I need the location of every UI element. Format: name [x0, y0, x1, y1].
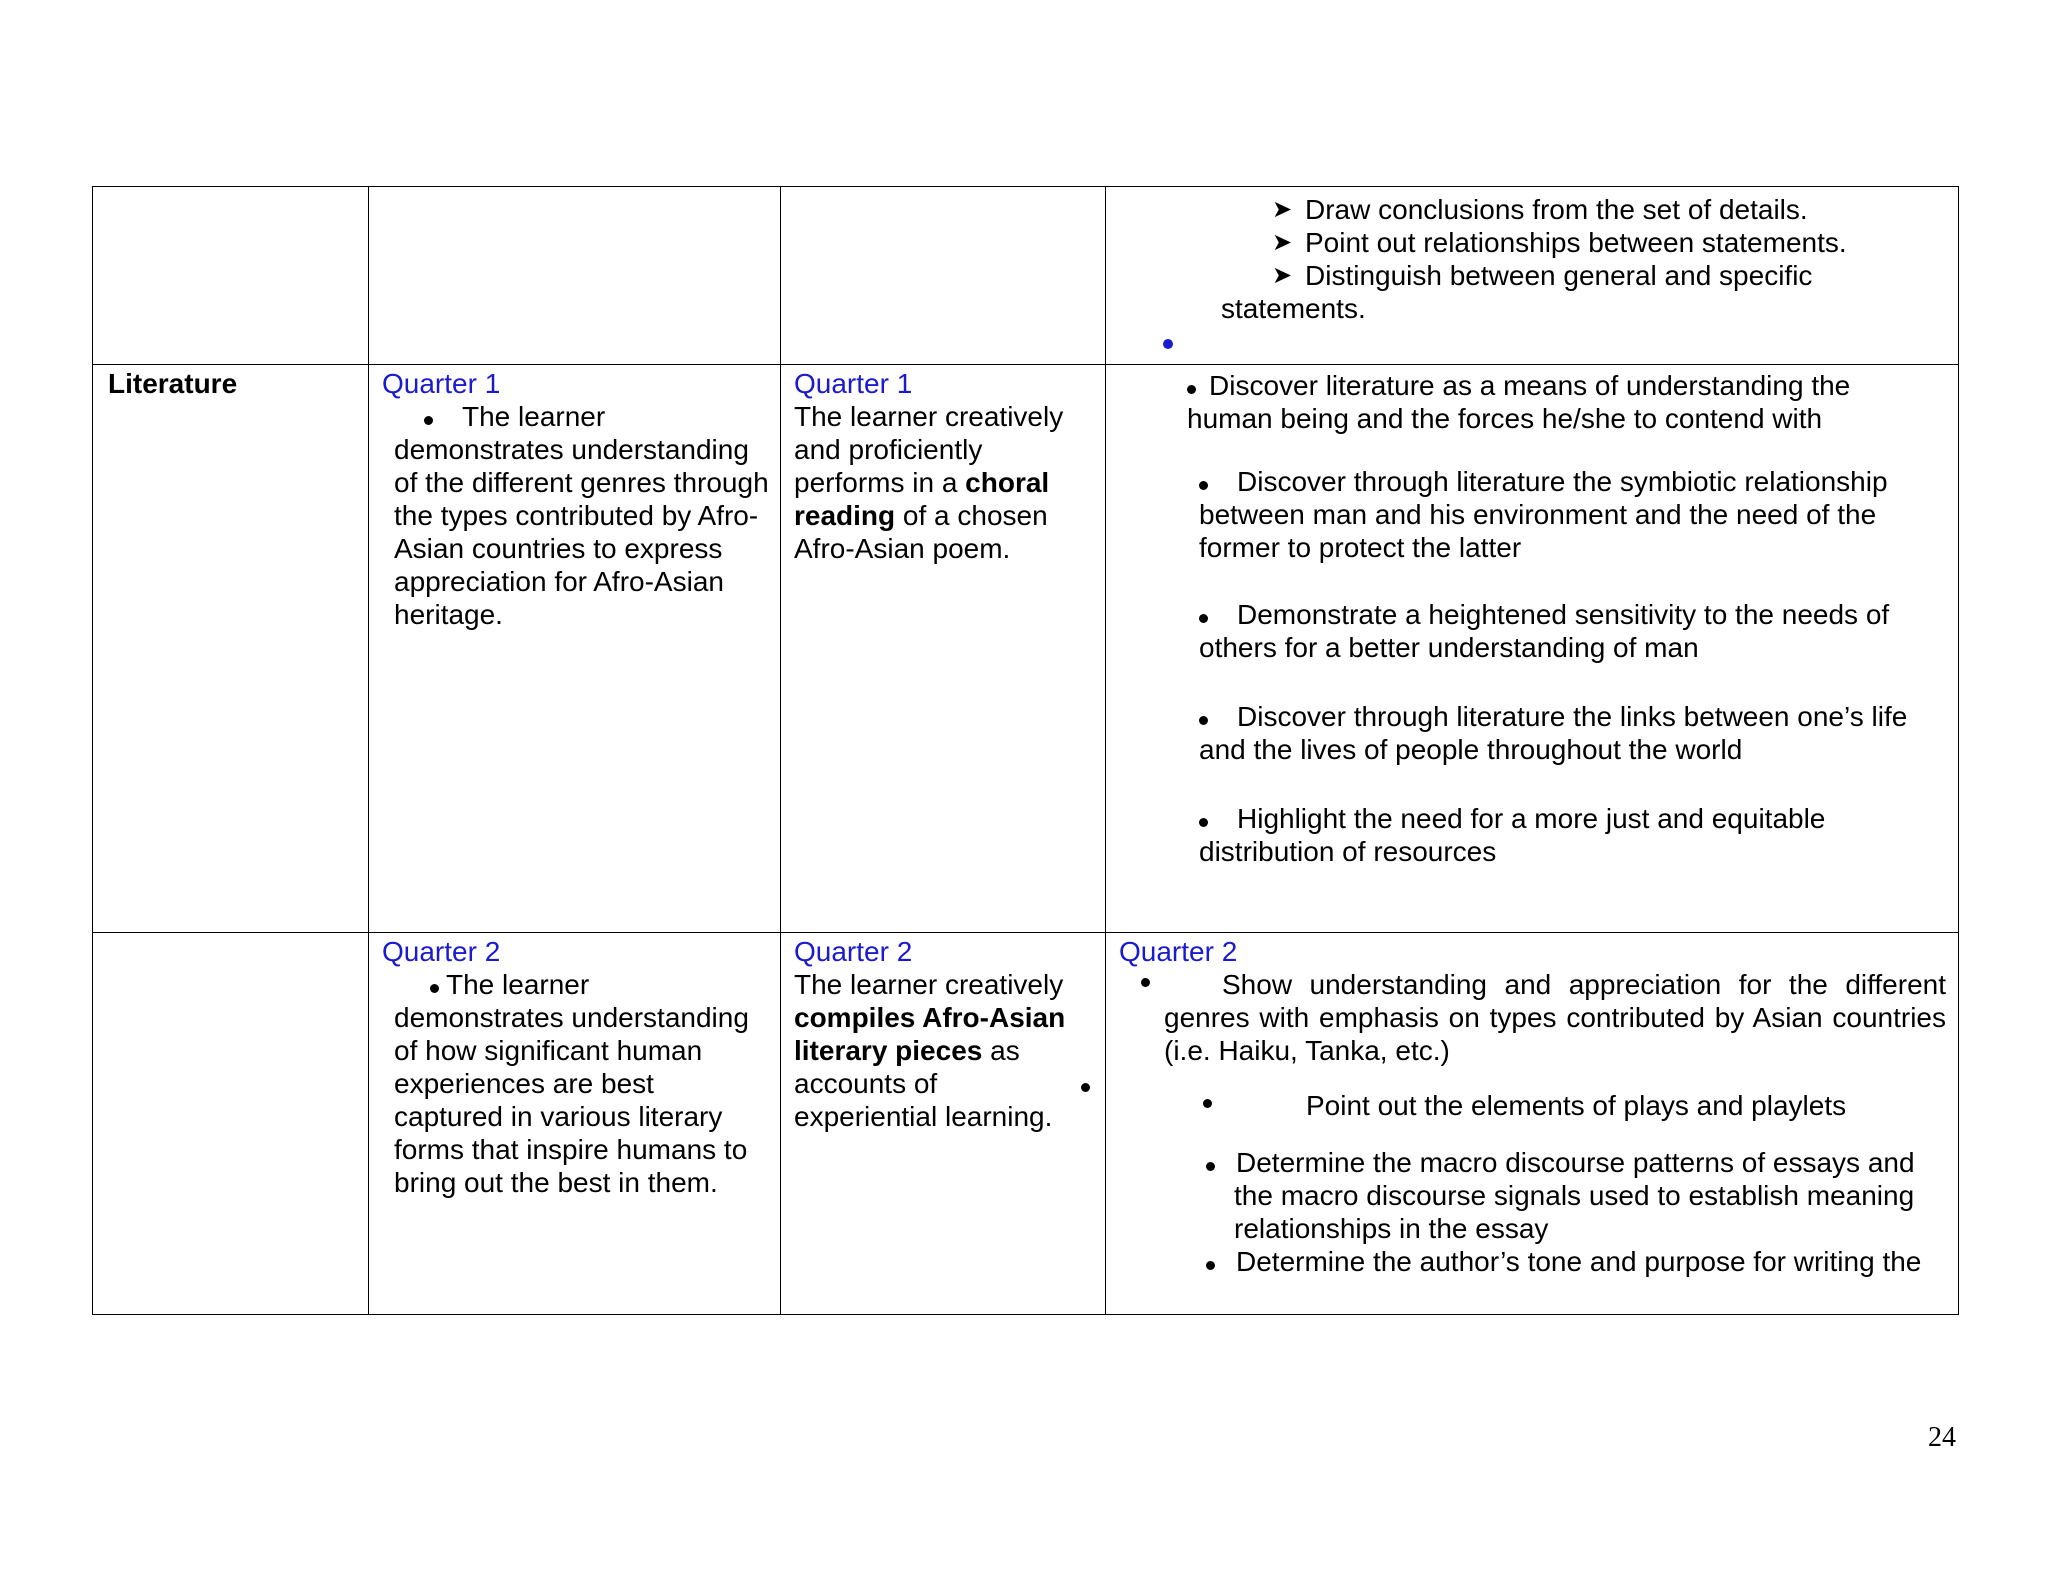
quarter-label: Quarter 1 — [382, 368, 501, 399]
curriculum-table — [92, 186, 1959, 1315]
list-item: Point out the elements of plays and playlets — [1306, 1090, 1847, 1121]
quarter-label: Quarter 2 — [382, 936, 501, 967]
list-item: Determine the author’s tone and purpose for writing the — [1236, 1246, 1922, 1277]
arrow-list — [1106, 193, 1958, 292]
list-item: Discover through literature the symbiotic relationship between man and his environment and the need of the former to protect the latter — [1199, 466, 1888, 563]
list-item: ➤ Distinguish between general and specific — [1272, 260, 1813, 291]
table-row — [93, 365, 1959, 933]
list-item: ➤ Point out relationships between statements. — [1272, 227, 1847, 258]
row2-col4-cell — [1106, 365, 1959, 933]
row1-col2-cell — [369, 187, 781, 365]
performance-standard-text: The learner creatively and proficiently performs in a choral reading of a chosen Afro-Asian poem. — [794, 401, 1064, 564]
list-item: Show understanding and appreciation for the different genres with emphasis on types contributed by Asian countries (i.e. Haiku, Tanka, etc.) — [1164, 969, 1946, 1066]
row3-col4-cell — [1106, 933, 1959, 1315]
table-row — [93, 187, 1959, 365]
performance-standard-text: The learner creatively compiles Afro-Asian literary pieces as accounts of experiential learning. — [794, 969, 1066, 1132]
quarter-label: Quarter 2 — [1119, 936, 1238, 967]
list-item: Highlight the need for a more just and equitable distribution of resources — [1199, 803, 1826, 867]
list-item-continuation: statements. — [1221, 293, 1366, 324]
page-number: 24 — [1928, 1422, 1956, 1453]
list-item: Determine the macro discourse patterns of essays and the macro discourse signals used to establish meaning relationships in the essay — [1234, 1147, 1915, 1244]
row1-col3-cell — [781, 187, 1106, 365]
content-standard-text: demonstrates understanding of how significant human experiences are best captured in various literary forms that inspire humans to bring out the best in them. — [394, 1002, 749, 1198]
quarter-label: Quarter 2 — [794, 936, 913, 967]
blue-bullet-icon — [1163, 339, 1173, 349]
arrow-bullet-icon: ➤ — [1272, 196, 1293, 223]
list-item: The learner — [462, 401, 606, 432]
row2-col2-cell — [369, 365, 781, 933]
list-item: ➤ Draw conclusions from the set of details. — [1272, 194, 1808, 225]
quarter-label: Quarter 1 — [794, 368, 913, 399]
content-standard-text: demonstrates understanding of the different genres through the types contributed by Afro-Asian countries to express appreciation for Afro-Asian heritage. — [394, 434, 769, 630]
list-item: Discover literature as a means of understanding the human being and the forces he/she to contend with — [1187, 370, 1851, 434]
strand-label: Literature — [108, 368, 238, 399]
row3-col2-cell — [369, 933, 781, 1315]
row1-col4-cell — [1106, 187, 1959, 365]
row2-col3-cell — [781, 365, 1106, 933]
row1-col1-cell — [93, 187, 369, 365]
list-item: The learner — [446, 969, 590, 1000]
arrow-bullet-icon: ➤ — [1272, 262, 1293, 289]
row2-col1-cell — [93, 365, 369, 933]
bullet-icon — [1081, 1083, 1090, 1092]
list-item: Demonstrate a heightened sensitivity to the needs of others for a better understanding of man — [1199, 599, 1890, 663]
list-item: Discover through literature the links between one’s life and the lives of people throughout the world — [1199, 701, 1908, 765]
table-row — [93, 933, 1959, 1315]
row3-col3-cell — [781, 933, 1106, 1315]
arrow-bullet-icon: ➤ — [1272, 229, 1293, 256]
row3-col1-cell — [93, 933, 369, 1315]
